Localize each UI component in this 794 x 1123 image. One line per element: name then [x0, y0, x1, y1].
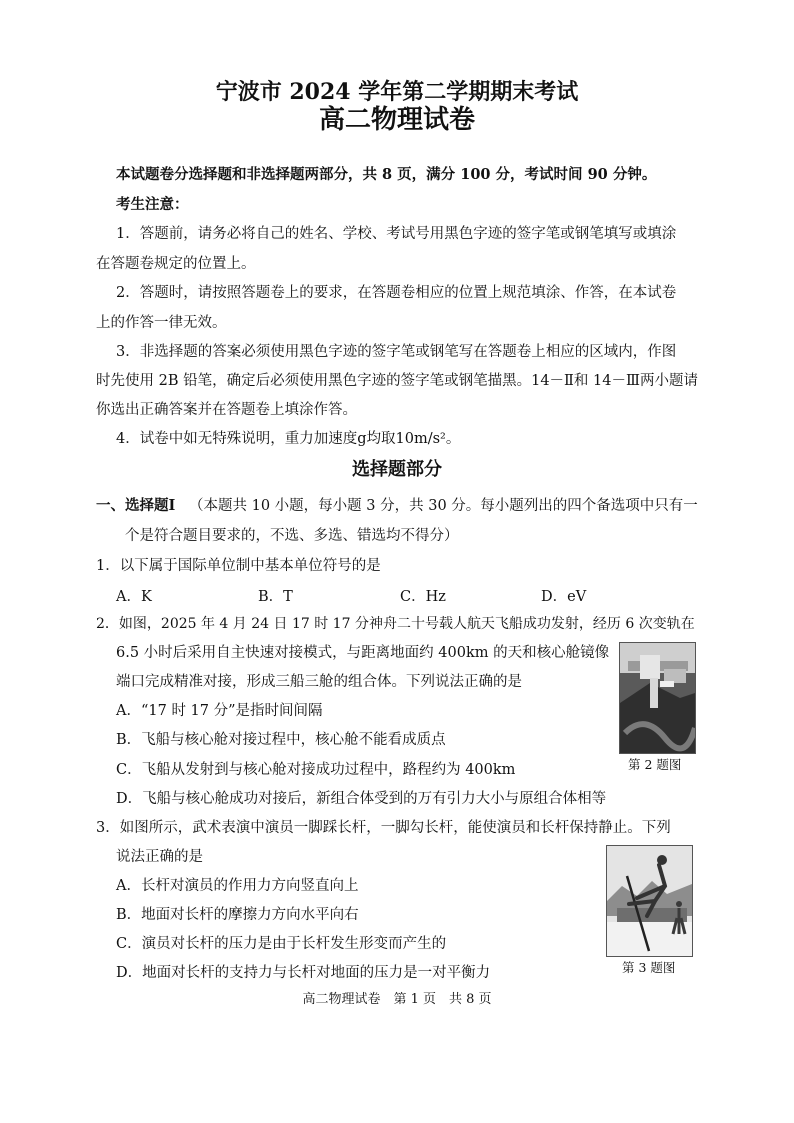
question-2-option-d: D．飞船与核心舱成功对接后，新组合体受到的万有引力大小与原组合体相等	[116, 791, 607, 807]
notice-heading: 考生注意：	[116, 196, 189, 213]
exam-subject-title: 高二物理试卷	[318, 105, 475, 135]
page-footer: 高二物理试卷 第 1 页 共 8 页	[302, 992, 492, 1007]
intro-text: 本试题卷分选择题和非选择题两部分，共 8 页，满分 100 分，考试时间 90 分钟。	[116, 166, 657, 183]
question-3-option-d: D．地面对长杆的支持力与长杆对地面的压力是一对平衡力	[116, 965, 491, 981]
question-2-stem-line-1: 2．如图，2025 年 4 月 24 日 17 时 17 分神舟二十号载人航天飞船成功发射，经历 6 次变轨在	[96, 616, 695, 632]
exam-title: 宁波市 2024 学年第二学期期末考试	[215, 79, 579, 105]
part1-description-line-1: （本题共 10 小题，每小题 3 分，共 30 分。每小题列出的四个备选项中只有一	[189, 498, 698, 514]
notice-item-1-line-1: 1．答题前，请务必将自己的姓名、学校、考试号用黑色字迹的签字笔或钢笔填写或填涂	[116, 226, 677, 242]
martial-arts-performer-image	[607, 846, 692, 956]
question-3-option-b: B．地面对长杆的摩擦力方向水平向右	[116, 907, 359, 923]
question-1-option-b: B．T	[258, 589, 293, 605]
question-3-stem-line-2: 说法正确的是	[116, 849, 203, 865]
question-1-option-c: C．Hz	[400, 589, 446, 605]
section-title: 选择题部分	[352, 459, 442, 480]
notice-item-3-line-2: 时先使用 2B 铅笔，确定后必须使用黑色字迹的签字笔或钢笔描黑。14－Ⅱ和 14－Ⅲ两小题请	[96, 373, 698, 389]
question-2-photo	[619, 642, 696, 754]
question-2-stem-line-2: 6.5 小时后采用自主快速对接模式，与距离地面约 400km 的天和核心舱镜像	[116, 645, 610, 661]
space-station-image	[620, 643, 695, 753]
question-3-photo	[606, 845, 693, 957]
notice-item-4: 4．试卷中如无特殊说明，重力加速度g均取10m/s²。	[116, 431, 461, 447]
question-3-figure-caption: 第 3 题图	[622, 960, 676, 975]
question-2-option-c: C．飞船从发射到与核心舱对接成功过程中，路程约为 400km	[116, 762, 516, 778]
question-3-option-a: A．长杆对演员的作用力方向竖直向上	[116, 878, 359, 894]
question-3-stem-line-1: 3．如图所示，武术表演中演员一脚踩长杆，一脚勾长杆，能使演员和长杆保持静止。下列	[96, 820, 671, 836]
part1-heading: 一、选择题Ⅰ	[96, 497, 176, 514]
notice-item-1-line-2: 在答题卷规定的位置上。	[96, 256, 256, 272]
question-2-option-b: B．飞船与核心舱对接过程中，核心舱不能看成质点	[116, 732, 446, 748]
question-1-option-d: D．eV	[541, 589, 587, 605]
question-3-option-c: C．演员对长杆的压力是由于长杆发生形变而产生的	[116, 936, 447, 952]
part1-description-line-2: 个是符合题目要求的，不选、多选、错选均不得分）	[125, 528, 459, 544]
question-2-figure-caption: 第 2 题图	[628, 757, 682, 772]
question-1-option-a: A．K	[116, 589, 152, 605]
question-2-stem-line-3: 端口完成精准对接，形成三船三舱的组合体。下列说法正确的是	[116, 674, 522, 690]
notice-item-2-line-1: 2．答题时，请按照答题卷上的要求，在答题卷相应的位置上规范填涂、作答，在本试卷	[116, 285, 677, 301]
notice-item-2-line-2: 上的作答一律无效。	[96, 315, 227, 331]
question-1-stem: 1．以下属于国际单位制中基本单位符号的是	[96, 558, 381, 574]
question-2-option-a: A．“17 时 17 分”是指时间间隔	[116, 703, 323, 719]
notice-item-3-line-3: 你选出正确答案并在答题卷上填涂作答。	[96, 402, 357, 418]
notice-item-3-line-1: 3．非选择题的答案必须使用黑色字迹的签字笔或钢笔写在答题卷上相应的区域内，作图	[116, 344, 677, 360]
